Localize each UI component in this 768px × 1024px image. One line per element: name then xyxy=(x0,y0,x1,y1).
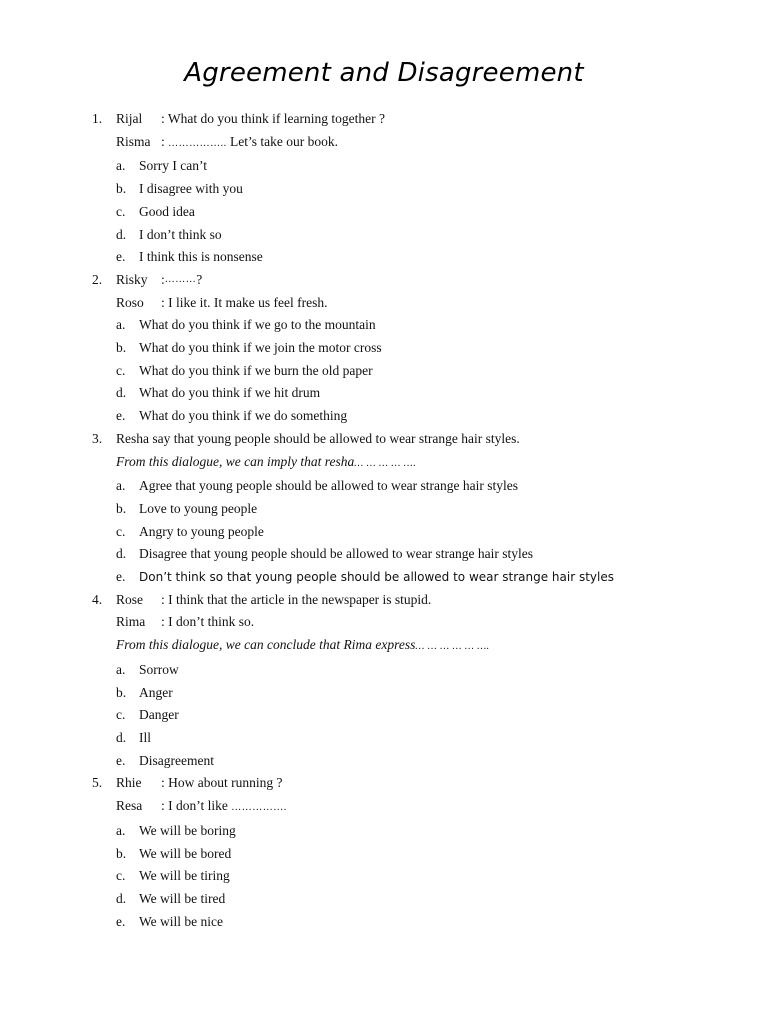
option-text: I don’t think so xyxy=(139,226,222,242)
speaker-name: Resa xyxy=(116,798,143,814)
question-5-line-1 xyxy=(92,772,752,795)
option-text: We will be boring xyxy=(139,822,236,838)
question-list xyxy=(92,108,752,933)
option-e xyxy=(92,405,752,428)
option-text: We will be tired xyxy=(139,890,226,906)
option-text: We will be bored xyxy=(139,845,232,861)
option-letter: b. xyxy=(116,684,127,700)
option-letter: e. xyxy=(116,249,126,265)
question-number: 5. xyxy=(92,775,103,791)
option-text: Good idea xyxy=(139,203,195,219)
option-letter: c. xyxy=(116,868,126,884)
question-prompt: From this dialogue, we can conclude that Rima express xyxy=(116,637,416,653)
speaker-name: Rijal xyxy=(116,111,143,126)
question-4-line-1 xyxy=(92,589,752,612)
option-text: Disagreement xyxy=(139,752,214,768)
option-letter: a. xyxy=(116,478,126,494)
option-text: Love to young people xyxy=(139,500,258,516)
option-text: We will be tiring xyxy=(139,868,230,884)
option-text: I disagree with you xyxy=(139,181,243,197)
option-d xyxy=(92,543,752,566)
option-text: Sorrow xyxy=(139,661,179,677)
blank-dots: ……… xyxy=(164,273,197,285)
option-letter: d. xyxy=(116,890,127,906)
option-text: Sorry I can’t xyxy=(139,158,207,174)
option-d xyxy=(92,224,752,247)
question-4 xyxy=(92,589,752,773)
option-b xyxy=(92,337,752,360)
question-4-line-3 xyxy=(92,634,752,659)
speaker-name: Risma xyxy=(116,133,151,149)
speaker-name: Risky xyxy=(116,271,148,287)
question-text: Resha say that young people should be allowed to wear strange hair styles. xyxy=(116,430,520,446)
dialogue-text: Let’s take our book. xyxy=(226,133,338,149)
option-text: Angry to young people xyxy=(139,523,264,539)
option-b xyxy=(92,178,752,201)
option-e xyxy=(92,566,752,589)
option-letter: b. xyxy=(116,845,127,861)
dialogue-colon: : xyxy=(161,271,165,287)
option-text: Don’t think so that young people should be allowed to wear strange hair styles xyxy=(139,570,614,585)
question-1 xyxy=(92,108,752,269)
dialogue-text: : I don’t like xyxy=(161,798,232,814)
dialogue-text: : What do you think if learning together ? xyxy=(161,111,385,126)
question-number: 4. xyxy=(92,591,103,607)
option-letter: c. xyxy=(116,523,126,539)
option-letter: d. xyxy=(116,729,127,745)
option-d xyxy=(92,382,752,405)
option-letter: a. xyxy=(116,158,126,174)
option-a xyxy=(92,659,752,682)
question-3-line-2 xyxy=(92,451,752,476)
question-3 xyxy=(92,428,752,589)
question-4-line-2 xyxy=(92,611,752,634)
option-letter: a. xyxy=(116,822,126,838)
option-letter: b. xyxy=(116,500,127,516)
option-text: What do you think if we join the motor cross xyxy=(139,340,382,356)
question-3-line-1 xyxy=(92,428,752,451)
option-c xyxy=(92,704,752,727)
question-prompt: From this dialogue, we can imply that resha xyxy=(116,453,355,469)
option-letter: c. xyxy=(116,203,126,219)
dialogue-text: ? xyxy=(196,271,203,287)
option-text: Danger xyxy=(139,707,179,723)
option-d xyxy=(92,727,752,750)
option-b xyxy=(92,682,752,705)
option-text: Agree that young people should be allowed to wear strange hair styles xyxy=(139,478,519,494)
option-e xyxy=(92,750,752,773)
option-b xyxy=(92,498,752,521)
question-number: 3. xyxy=(92,430,103,446)
option-letter: d. xyxy=(116,546,127,562)
option-text: What do you think if we burn the old paper xyxy=(139,362,373,378)
speaker-name: Roso xyxy=(116,294,144,310)
question-2 xyxy=(92,269,752,428)
option-a xyxy=(92,475,752,498)
option-letter: c. xyxy=(116,362,126,378)
option-letter: a. xyxy=(116,661,126,677)
blank-dots: … … … … … …. xyxy=(415,641,490,653)
speaker-name: Rose xyxy=(116,591,143,607)
question-5 xyxy=(92,772,752,933)
option-c xyxy=(92,865,752,888)
option-a xyxy=(92,155,752,178)
option-letter: e. xyxy=(116,913,126,929)
option-text: We will be nice xyxy=(139,913,224,929)
option-letter: b. xyxy=(116,181,127,197)
option-text: Anger xyxy=(139,684,173,700)
option-a xyxy=(92,314,752,337)
option-b xyxy=(92,843,752,866)
option-letter: d. xyxy=(116,385,127,401)
option-c xyxy=(92,360,752,383)
option-e xyxy=(92,911,752,934)
option-c xyxy=(92,521,752,544)
question-number: 2. xyxy=(92,271,103,287)
option-letter: c. xyxy=(116,707,126,723)
option-letter: d. xyxy=(116,226,127,242)
option-a xyxy=(92,820,752,843)
blank-dots: …………….. xyxy=(168,137,227,149)
question-2-line-2 xyxy=(92,292,752,315)
blank-dots: … … … … …. xyxy=(354,457,417,469)
option-text: What do you think if we hit drum xyxy=(139,385,321,401)
option-text: What do you think if we go to the mountain xyxy=(139,317,376,333)
option-letter: b. xyxy=(116,340,127,356)
option-c xyxy=(92,201,752,224)
dialogue-text: : How about running ? xyxy=(161,775,283,791)
dialogue-colon: : xyxy=(161,133,169,149)
option-text: What do you think if we do something xyxy=(139,408,348,424)
question-1-line-2 xyxy=(92,131,752,156)
question-number: 1. xyxy=(92,111,103,126)
blank-dots: ……………. xyxy=(231,802,287,814)
option-letter: a. xyxy=(116,317,126,333)
option-text: I think this is nonsense xyxy=(139,249,263,265)
option-e xyxy=(92,246,752,269)
option-letter: e. xyxy=(116,408,126,424)
dialogue-text: : I like it. It make us feel fresh. xyxy=(161,294,328,310)
speaker-name: Rhie xyxy=(116,775,142,791)
question-2-line-1 xyxy=(92,269,752,292)
option-d xyxy=(92,888,752,911)
option-letter: e. xyxy=(116,752,126,768)
option-text: Disagree that young people should be allowed to wear strange hair styles xyxy=(139,546,534,562)
option-letter: e. xyxy=(116,569,126,585)
page-title: Agreement and Disagreement xyxy=(184,58,584,88)
question-1-line-1 xyxy=(92,108,752,131)
question-5-line-2 xyxy=(92,795,752,820)
option-text: Ill xyxy=(139,729,151,745)
dialogue-text: : I think that the article in the newspaper is stupid. xyxy=(161,591,432,607)
dialogue-text: : I don’t think so. xyxy=(161,614,255,630)
speaker-name: Rima xyxy=(116,614,146,630)
